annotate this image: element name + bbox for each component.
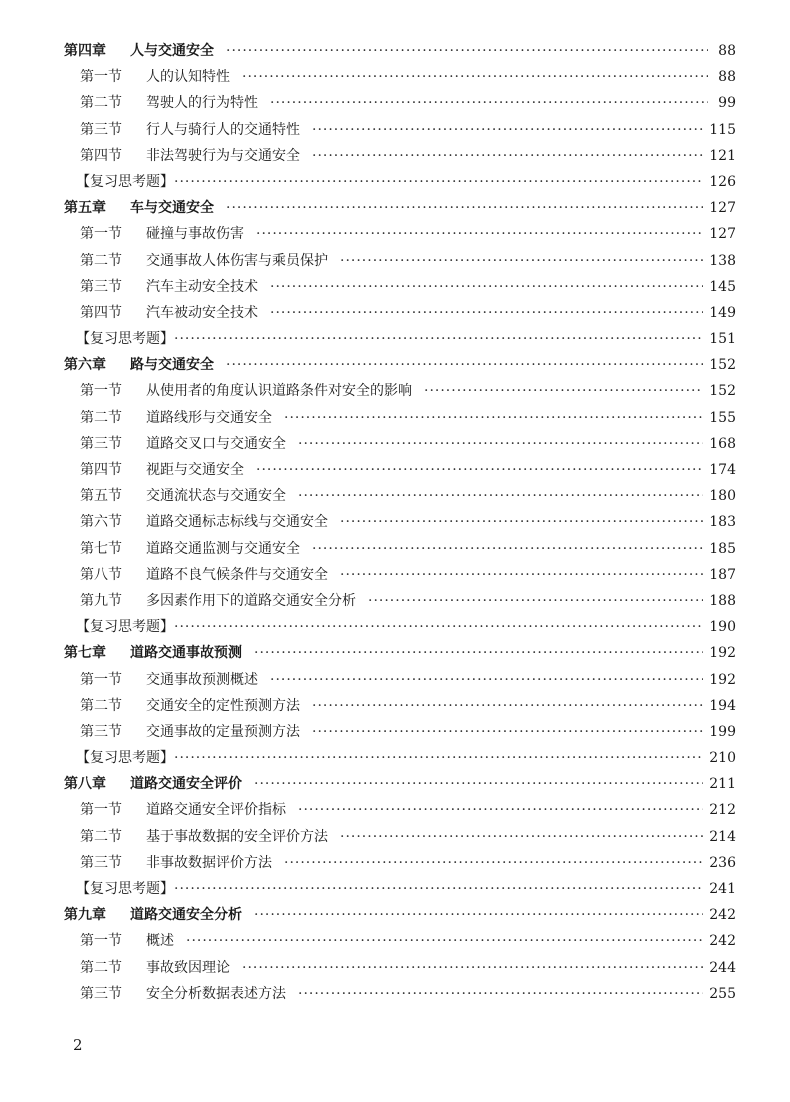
dot-leader: [226, 195, 703, 221]
dot-leader: [312, 143, 703, 169]
toc-entry-page: 88: [718, 43, 736, 59]
toc-entry-title: 道路交通标志标线与交通安全: [146, 514, 328, 531]
toc-entry-title: 驾驶人的行为特性: [146, 95, 258, 112]
toc-entry-page: 192: [709, 645, 736, 662]
toc-entry-page: 127: [709, 200, 736, 217]
toc-entry-title: 交通事故的定量预测方法: [146, 723, 300, 740]
toc-entry-page: 152: [709, 357, 736, 374]
page-number: 2: [73, 1036, 83, 1054]
toc-entry-title: 多因素作用下的道路交通安全分析: [146, 592, 356, 609]
toc-entry-page: 151: [709, 331, 736, 348]
toc-entry-number: 第八节: [80, 566, 122, 583]
toc-section-row: [62, 143, 736, 169]
toc-chapter-row: [62, 38, 736, 64]
toc-entry-page: 168: [709, 435, 736, 452]
toc-entry-page: 255: [709, 985, 736, 1002]
toc-entry-number: 第四节: [80, 147, 122, 164]
dot-leader: [254, 902, 703, 928]
toc-entry-page: 183: [709, 514, 736, 531]
toc-entry-number: 第六章: [64, 357, 106, 374]
toc-entry-number: 第二节: [80, 828, 122, 845]
toc-chapter-row: [62, 640, 736, 666]
toc-entry-page: 212: [709, 802, 736, 819]
toc-entry-page: 121: [709, 147, 736, 164]
toc-section-row: [62, 797, 736, 823]
toc-entry-number: 第三节: [80, 854, 122, 871]
toc-entry-number: 第三节: [80, 278, 122, 295]
toc-entry-title: 道路交通事故预测: [130, 645, 242, 662]
toc-chapter-row: [62, 352, 736, 378]
dot-leader: [312, 536, 703, 562]
toc-section-row: [62, 483, 736, 509]
dot-leader: [242, 955, 703, 981]
dot-leader: [174, 169, 703, 195]
dot-leader: [284, 850, 703, 876]
toc-section-row: [62, 536, 736, 562]
toc-entry-title: 【复习思考题】: [76, 750, 174, 767]
toc-section-row: [62, 64, 736, 90]
toc-section-row: [62, 509, 736, 535]
toc-entry-title: 汽车主动安全技术: [146, 278, 258, 295]
dot-leader: [284, 405, 703, 431]
toc-entry-number: 第三节: [80, 985, 122, 1002]
toc-entry-title: 交通安全的定性预测方法: [146, 697, 300, 714]
dot-leader: [312, 719, 703, 745]
toc-entry-title: 【复习思考题】: [76, 331, 174, 348]
dot-leader: [254, 771, 703, 797]
toc-entry-page: 138: [709, 252, 736, 269]
toc-entry-page: 194: [709, 697, 736, 714]
toc-entry-page: 127: [709, 226, 736, 243]
toc-entry-number: 第三节: [80, 723, 122, 740]
toc-section-row: [62, 457, 736, 483]
toc-entry-number: 第八章: [64, 776, 106, 793]
toc-entry-number: 第一节: [80, 933, 122, 950]
toc-chapter-row: [62, 771, 736, 797]
toc-chapter-row: [62, 195, 736, 221]
toc-section-row: [62, 300, 736, 326]
toc-entry-title: 道路交通监测与交通安全: [146, 540, 300, 557]
toc-section-row: [62, 928, 736, 954]
dot-leader: [340, 248, 703, 274]
toc-entry-number: 第二节: [80, 959, 122, 976]
dot-leader: [186, 928, 703, 954]
toc-entry-title: 道路交通安全分析: [130, 907, 242, 924]
dot-leader: [270, 274, 703, 300]
dot-leader: [312, 117, 703, 143]
dot-leader: [270, 90, 708, 116]
toc-review-row: [62, 169, 736, 195]
toc-entry-title: 碰撞与事故伤害: [146, 226, 244, 243]
toc-entry-title: 车与交通安全: [130, 200, 214, 217]
toc-entry-number: 第二节: [80, 697, 122, 714]
toc-entry-page: 187: [709, 566, 736, 583]
toc-entry-page: 210: [709, 750, 736, 767]
toc-entry-title: 概述: [146, 933, 174, 950]
toc-entry-page: 242: [709, 933, 736, 950]
toc-entry-title: 【复习思考题】: [76, 619, 174, 636]
toc-section-row: [62, 117, 736, 143]
toc-entry-number: 第二节: [80, 252, 122, 269]
toc-entry-number: 第一节: [80, 383, 122, 400]
toc-section-row: [62, 719, 736, 745]
toc-section-row: [62, 824, 736, 850]
toc-entry-number: 第七章: [64, 645, 106, 662]
toc-entry-title: 道路不良气候条件与交通安全: [146, 566, 328, 583]
dot-leader: [340, 824, 703, 850]
toc-entry-title: 视距与交通安全: [146, 462, 244, 478]
toc-section-row: [62, 562, 736, 588]
toc-entry-number: 第九章: [64, 907, 106, 924]
toc-entry-page: 244: [709, 959, 736, 976]
toc-section-row: [62, 248, 736, 274]
toc-entry-number: 第二节: [80, 95, 122, 112]
toc-entry-title: 交通事故预测概述: [146, 671, 258, 688]
toc-entry-number: 第六节: [80, 514, 122, 531]
dot-leader: [242, 64, 708, 90]
dot-leader: [424, 378, 703, 404]
toc-entry-page: 211: [709, 776, 736, 793]
toc-entry-page: 145: [709, 278, 736, 295]
toc-entry-title: 道路交通安全评价: [130, 776, 242, 793]
dot-leader: [174, 876, 703, 902]
dot-leader: [174, 614, 703, 640]
toc-section-row: [62, 378, 736, 404]
dot-leader: [256, 457, 703, 483]
toc-entry-page: 242: [709, 907, 736, 924]
toc-entry-title: 行人与骑行人的交通特性: [146, 121, 300, 138]
toc-entry-number: 第七节: [80, 540, 122, 557]
toc-entry-page: 199: [709, 723, 736, 740]
toc-review-row: [62, 745, 736, 771]
toc-entry-number: 第三节: [80, 435, 122, 452]
toc-entry-number: 第四节: [80, 304, 122, 321]
toc-entry-title: 事故致因理论: [146, 959, 230, 976]
dot-leader: [256, 221, 703, 247]
toc-entry-title: 【复习思考题】: [76, 881, 174, 897]
toc-entry-number: 第五节: [80, 488, 122, 505]
toc-entry-title: 路与交通安全: [130, 357, 214, 374]
toc-entry-number: 第五章: [64, 200, 106, 217]
toc-entry-number: 第九节: [80, 592, 122, 609]
dot-leader: [174, 326, 703, 352]
toc-entry-title: 基于事故数据的安全评价方法: [146, 828, 328, 845]
toc-section-row: [62, 588, 736, 614]
dot-leader: [270, 300, 703, 326]
dot-leader: [174, 745, 703, 771]
toc-entry-number: 第一节: [80, 671, 122, 688]
toc-section-row: [62, 693, 736, 719]
toc-entry-number: 第四节: [80, 462, 122, 478]
toc-section-row: [62, 405, 736, 431]
toc-review-row: [62, 614, 736, 640]
dot-leader: [298, 797, 703, 823]
dot-leader: [270, 667, 703, 693]
toc-entry-number: 第一节: [80, 226, 122, 243]
toc-entry-page: 152: [709, 383, 736, 400]
toc-review-row: [62, 876, 736, 902]
toc-entry-page: 185: [709, 540, 736, 557]
dot-leader: [368, 588, 703, 614]
toc-section-row: [62, 221, 736, 247]
toc-entry-number: 第三节: [80, 121, 122, 138]
toc-entry-title: 道路交叉口与交通安全: [146, 435, 286, 452]
toc-entry-page: 88: [718, 69, 736, 86]
toc-entry-number: 第二节: [80, 409, 122, 426]
toc-section-row: [62, 667, 736, 693]
toc-entry-page: 192: [709, 671, 736, 688]
toc-entry-title: 【复习思考题】: [76, 173, 174, 190]
toc-entry-number: 第一节: [80, 69, 122, 86]
toc-entry-page: 155: [709, 409, 736, 426]
toc-entry-number: 第四章: [64, 43, 106, 59]
toc-entry-title: 交通事故人体伤害与乘员保护: [146, 252, 328, 269]
dot-leader: [298, 483, 703, 509]
toc-entry-page: 115: [709, 121, 736, 138]
toc-section-row: [62, 850, 736, 876]
toc-chapter-row: [62, 902, 736, 928]
toc-section-row: [62, 90, 736, 116]
toc-entry-page: 241: [709, 881, 736, 897]
dot-leader: [298, 431, 703, 457]
toc-entry-title: 汽车被动安全技术: [146, 304, 258, 321]
toc-entry-page: 188: [709, 592, 736, 609]
toc-entry-page: 214: [709, 828, 736, 845]
toc-entry-page: 180: [709, 488, 736, 505]
toc-entry-title: 非法驾驶行为与交通安全: [146, 147, 300, 164]
toc-section-row: [62, 981, 736, 1007]
toc-entry-page: 236: [709, 854, 736, 871]
toc-section-row: [62, 274, 736, 300]
toc-entry-title: 道路交通安全评价指标: [146, 802, 286, 819]
toc-section-row: [62, 955, 736, 981]
dot-leader: [340, 562, 703, 588]
toc-entry-title: 人的认知特性: [146, 69, 230, 86]
toc-entry-page: 99: [718, 95, 736, 112]
toc-entry-number: 第一节: [80, 802, 122, 819]
toc-entry-title: 非事故数据评价方法: [146, 854, 272, 871]
table-of-contents: [62, 38, 736, 1007]
dot-leader: [226, 38, 708, 64]
dot-leader: [254, 640, 703, 666]
toc-section-row: [62, 431, 736, 457]
dot-leader: [226, 352, 703, 378]
toc-entry-title: 交通流状态与交通安全: [146, 488, 286, 505]
toc-entry-page: 149: [709, 304, 736, 321]
dot-leader: [312, 693, 703, 719]
toc-entry-title: 从使用者的角度认识道路条件对安全的影响: [146, 383, 412, 400]
toc-entry-page: 174: [709, 462, 736, 478]
dot-leader: [298, 981, 703, 1007]
toc-entry-title: 人与交通安全: [130, 43, 214, 59]
toc-entry-page: 190: [709, 619, 736, 636]
dot-leader: [340, 509, 703, 535]
toc-entry-page: 126: [709, 173, 736, 190]
toc-entry-title: 安全分析数据表述方法: [146, 985, 286, 1002]
toc-entry-title: 道路线形与交通安全: [146, 409, 272, 426]
toc-review-row: [62, 326, 736, 352]
